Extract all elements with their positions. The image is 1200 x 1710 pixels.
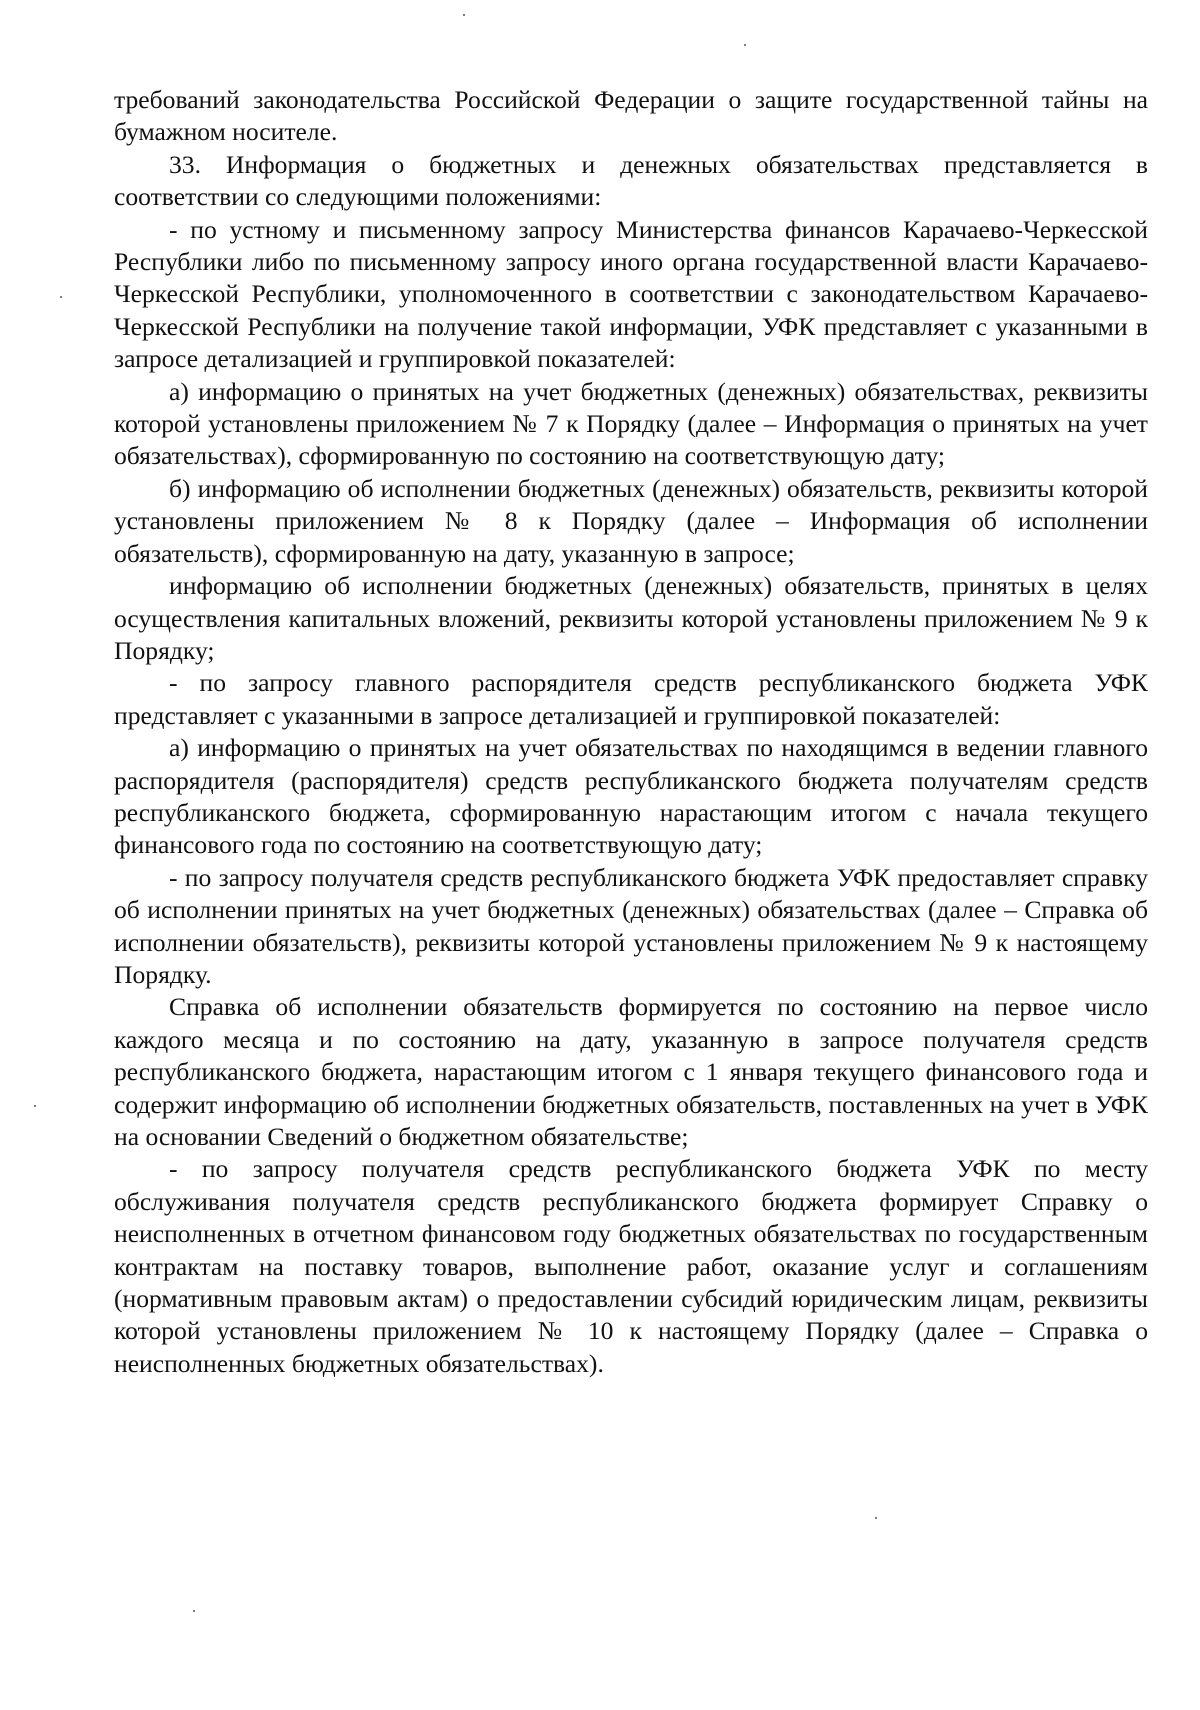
scan-speck bbox=[744, 44, 746, 46]
scan-speck bbox=[60, 296, 62, 298]
paragraph-item-33: 33. Информация о бюджетных и денежных обязательствах представляется в соответствии со следующими положениями: bbox=[114, 149, 1148, 212]
scan-speck bbox=[193, 1610, 195, 1612]
paragraph-ministry-request: - по устному и письменному запросу Министерства финансов Карачаево-Черкесской Республики либо по письменному запросу иного органа государственной власти Карачаево-Черкесской Республики, уполномоченного в соответствии с законодательством Карачаево-Черкесской Республики на получение такой информации, УФК представляет с указанными в запросе детализацией и группировкой показателей: bbox=[114, 214, 1148, 374]
scan-speck bbox=[463, 14, 465, 16]
paragraph-execution-certificate: Справка об исполнении обязательств формируется по состоянию на первое число каждого месяца и по состоянию на дату, указанную в запросе получателя средств республиканского бюджета, нарастающим итогом с 1 января текущего финансового года и содержит информацию об исполнении бюджетных обязательств, поставленных на учет в УФК на основании Сведений о бюджетном обязательстве; bbox=[114, 992, 1148, 1151]
paragraph-continuation: требований законодательства Российской Федерации о защите государственной тайны на бумажном носителе. bbox=[114, 85, 1148, 147]
document-body bbox=[114, 84, 1148, 1380]
paragraph-recipient-request: - по запросу получателя средств республиканского бюджета УФК предоставляет справку об исполнении принятых на учет бюджетных (денежных) обязательствах (далее – Справка об исполнении обязательств), реквизиты которой установлены приложением № 9 к настоящему Порядку. bbox=[114, 862, 1148, 989]
paragraph-subitem-b: б) информацию об исполнении бюджетных (денежных) обязательств, реквизиты которой установлены приложением № 8 к Порядку (далее – Информация об исполнении обязательств), сформированную на дату, указанную в запросе; bbox=[114, 473, 1148, 568]
scan-speck bbox=[34, 1105, 36, 1107]
paragraph-unfulfilled-obligations: - по запросу получателя средств республиканского бюджета УФК по месту обслуживания получателя средств республиканского бюджета формирует Справку о неисполненных в отчетном финансовом году бюджетных обязательствах по государственным контрактам на поставку товаров, выполнение работ, оказание услуг и соглашениям (нормативным правовым актам) о предоставлении субсидий юридическим лицам, реквизиты которой установлены приложением № 10 к настоящему Порядку (далее – Справка о неисполненных бюджетных обязательствах). bbox=[114, 1154, 1148, 1378]
paragraph-capital-investments: информацию об исполнении бюджетных (денежных) обязательств, принятых в целях осуществления капитальных вложений, реквизиты которой установлены приложением № 9 к Порядку; bbox=[114, 571, 1148, 665]
paragraph-subitem-a: а) информацию о принятых на учет бюджетных (денежных) обязательствах, реквизиты которой установлены приложением № 7 к Порядку (далее – Информация о принятых на учет обязательствах), сформированную по состоянию на соответствующую дату; bbox=[114, 376, 1148, 471]
scan-speck bbox=[875, 1517, 877, 1519]
paragraph-chief-manager-subitem-a: а) информацию о принятых на учет обязательствах по находящимся в ведении главного распорядителя (распорядителя) средств республиканского бюджета получателям средств республиканского бюджета, сформированную нарастающим итогом с начала текущего финансового года по состоянию на соответствующую дату; bbox=[114, 733, 1148, 860]
paragraph-chief-manager-request: - по запросу главного распорядителя средств республиканского бюджета УФК представляет с указанными в запросе детализацией и группировкой показателей: bbox=[114, 668, 1148, 730]
